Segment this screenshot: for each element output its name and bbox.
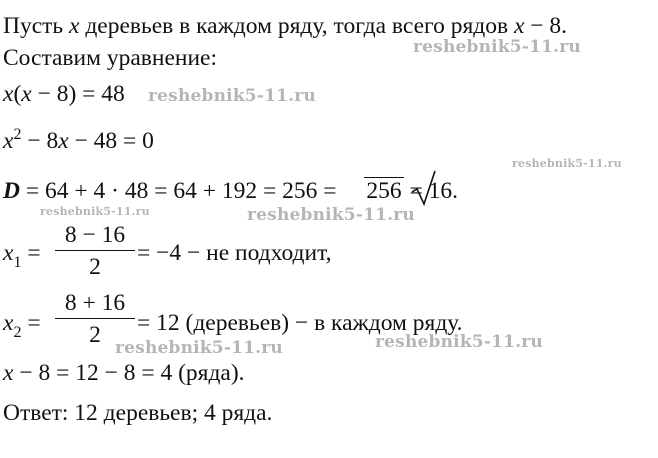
line4-var-x2: x: [58, 128, 69, 154]
sqrt-icon: [411, 170, 437, 208]
root-x1-line: [3, 240, 41, 269]
discriminant-result: = 16.: [403, 178, 458, 204]
x1-rest: = −4 − не подходит,: [137, 240, 332, 266]
watermark-text: reshebnik5-11.ru: [40, 205, 150, 218]
watermark-text: reshebnik5-11.ru: [148, 86, 316, 106]
x2-fraction-bar: [55, 318, 135, 319]
x1-var: x: [3, 240, 14, 266]
line1-var-x: x: [69, 13, 80, 39]
discriminant-line: [3, 178, 458, 204]
x2-equals: =: [21, 310, 41, 336]
line4-rest: − 48 = 0: [68, 128, 154, 154]
line3-var-x2: x: [21, 81, 32, 107]
x2-denominator: 2: [89, 322, 101, 348]
x1-denominator: 2: [89, 254, 101, 280]
x1-equals: =: [21, 240, 41, 266]
equation-line-4: [3, 128, 154, 157]
line3-paren: (: [13, 81, 22, 107]
discriminant-expression: = 64 + 4 · 48 = 64 + 192 = 256 =: [19, 178, 343, 204]
line4-var-x: x: [3, 128, 14, 154]
x2-var: x: [3, 310, 14, 336]
rows-count-line: [3, 360, 245, 386]
x2-rest: = 12 (деревьев) − в каждом ряду.: [137, 310, 463, 336]
x2-subscript: 2: [13, 324, 22, 341]
watermark-text: reshebnik5-11.ru: [512, 157, 622, 170]
watermark-text: reshebnik5-11.ru: [247, 205, 415, 225]
x1-numerator: 8 − 16: [64, 222, 126, 248]
answer-line: [3, 400, 272, 426]
watermark-text: reshebnik5-11.ru: [115, 338, 283, 358]
answer-text: Ответ: 12 деревьев; 4 ряда.: [3, 400, 273, 426]
text-line-2: [3, 45, 217, 71]
text-line-1: [3, 13, 567, 39]
watermark-text: reshebnik5-11.ru: [413, 37, 581, 57]
line1-var-x2: x: [513, 13, 525, 39]
line8-var-x: x: [3, 360, 14, 386]
sqrt-radicand: 256: [366, 178, 402, 204]
line1-text-b: деревьев в каждом ряду, тогда всего рядов: [79, 13, 514, 39]
line1-text-c: − 8.: [524, 13, 568, 39]
x1-fraction-bar: [55, 250, 135, 251]
line1-text-a: Пусть: [3, 13, 70, 39]
x1-fraction: [55, 222, 135, 280]
watermark-text: reshebnik5-11.ru: [375, 332, 543, 352]
line2-text: Составим уравнение:: [3, 45, 217, 71]
discriminant-symbol: D: [3, 178, 20, 204]
equation-line-3: [3, 81, 125, 107]
line3-rest: − 8) = 48: [31, 81, 125, 107]
line4-exponent: 2: [13, 126, 22, 143]
line3-var-x: x: [3, 81, 14, 107]
line4-mid: − 8: [21, 128, 59, 154]
x1-result: [137, 240, 331, 266]
root-x2-line: [3, 310, 41, 339]
x1-subscript: 1: [13, 254, 22, 271]
x2-numerator: 8 + 16: [64, 290, 126, 316]
line8-rest: − 8 = 12 − 8 = 4 (ряда).: [13, 360, 245, 386]
